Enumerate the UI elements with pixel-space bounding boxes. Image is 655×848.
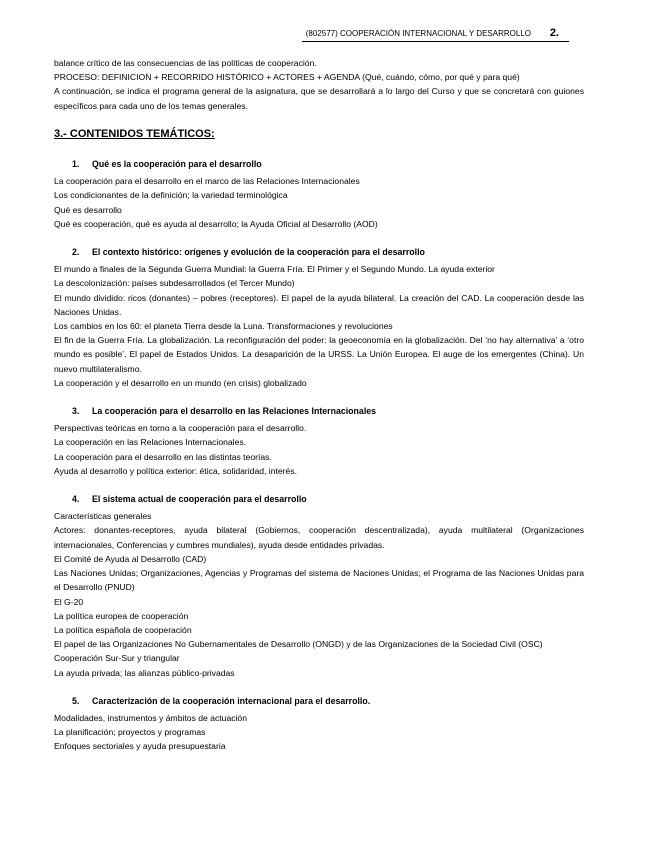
topic-line: El Comité de Ayuda al Desarrollo (CAD) <box>54 553 207 564</box>
topic-line: La política española de cooperación <box>54 624 192 635</box>
topic-line: El mundo dividido: ricos (donantes) – pobres (receptores). El papel de la ayuda bilateral. La creación del CAD. La cooperación desde las Naciones Unidas. <box>54 292 584 317</box>
topic-line: La cooperación y el desarrollo en un mundo (en crisis) globalizado <box>54 377 307 388</box>
topic-heading <box>72 492 584 506</box>
topic-title: Qué es la cooperación para el desarrollo <box>92 159 262 170</box>
topic-heading <box>72 157 584 171</box>
topic-number: 4. <box>72 494 80 505</box>
topic-line: La ayuda privada; las alianzas público-privadas <box>54 667 235 678</box>
topic-title: Caracterización de la cooperación internacional para el desarrollo. <box>92 695 371 706</box>
topic-line: La cooperación para el desarrollo en las distintas teorías. <box>54 451 272 462</box>
topic-line: El papel de las Organizaciones No Gubernamentales de Desarrollo (ONGD) y de las Organizaciones de la Sociedad Civil (OSC) <box>54 639 543 650</box>
topic-heading <box>72 245 584 259</box>
topic-heading <box>72 694 584 708</box>
topic-line: Qué es cooperación, qué es ayuda al desarrollo; la Ayuda Oficial al Desarrollo (AOD) <box>54 218 378 229</box>
topic-line: La planificación; proyectos y programas <box>54 727 206 738</box>
topic-line: Las Naciones Unidas; Organizaciones, Agencias y Programas del sistema de Naciones Unidas; el Programa de las Naciones Unidas para el Desarrollo (PNUD) <box>54 568 584 593</box>
topic-line: Características generales <box>54 511 152 522</box>
topic-number: 1. <box>72 159 80 170</box>
section-title: 3.- CONTENIDOS TEMÁTICOS: <box>54 127 215 140</box>
topic-line: Los cambios en los 60: el planeta Tierra desde la Luna. Transformaciones y revoluciones <box>54 321 393 332</box>
topic-line: La cooperación para el desarrollo en el marco de las Relaciones Internacionales <box>54 176 360 187</box>
document-body <box>54 56 584 754</box>
topic-line: Modalidades, instrumentos y ámbitos de actuación <box>54 712 247 723</box>
topic-line: Qué es desarrollo <box>54 204 122 215</box>
intro-line: PROCESO: DEFINICION + RECORRIDO HISTÓRICO + ACTORES + AGENDA (Qué, cuándo, cómo, por qué y para qué) <box>54 72 520 83</box>
intro-line: balance crítico de las consecuencias de las políticas de cooperación. <box>54 58 317 68</box>
topic-title: El contexto histórico: orígenes y evolución de la cooperación para el desarrollo <box>92 247 425 258</box>
topic-line: Cooperación Sur-Sur y triangular <box>54 653 180 664</box>
topic-line: El G-20 <box>54 596 84 607</box>
topic-line: Actores: donantes-receptores, ayuda bilateral (Gobiernos, cooperación descentralizada), ayuda multilateral (Organizaciones internacionales, Conferencias y cumbres mundiales), ayuda desde entidades privadas. <box>54 525 584 550</box>
topic-number: 5. <box>72 695 80 706</box>
topic-line: Perspectivas teóricas en torno a la cooperación para el desarrollo. <box>54 423 307 434</box>
topic-number: 3. <box>72 406 80 417</box>
topic-line: El fin de la Guerra Fría. La globalización. La reconfiguración del poder: la geoeconomía en la globalización. Del ‘no hay alternativa’ a ‘otro mundo es posible’. El papel de Estados Unidos. La desaparición de la URSS. La Unión Europea. El auge de los emergentes (China). Un nuevo multilateralismo. <box>54 335 584 374</box>
page-number: 2. <box>549 27 559 39</box>
topic-line: Los condicionantes de la definición; la variedad terminológica <box>54 190 288 201</box>
topic-line: La política europea de cooperación <box>54 610 189 621</box>
topic-line: Ayuda al desarrollo y política exterior: ética, solidaridad, interés. <box>54 465 297 476</box>
header-title: (802577) COOPERACIÓN INTERNACIONAL Y DESARROLLO <box>305 29 531 38</box>
topic-line: Enfoques sectoriales y ayuda presupuestaria <box>54 741 226 752</box>
intro-paragraph: A continuación, se indica el programa general de la asignatura, que se desarrollará a lo largo del Curso y que se concretará con guiones específicos para cada uno de los temas generales. <box>54 86 584 111</box>
topic-title: La cooperación para el desarrollo en las Relaciones Internacionales <box>92 406 377 417</box>
topic-heading <box>72 404 584 418</box>
topic-line: La cooperación en las Relaciones Internacionales. <box>54 437 247 448</box>
page-header <box>0 29 655 43</box>
topic-line: La descolonización: países subdesarrollados (el Tercer Mundo) <box>54 278 295 289</box>
topic-title: El sistema actual de cooperación para el desarrollo <box>92 494 307 505</box>
topic-line: El mundo a finales de la Segunda Guerra Mundial: la Guerra Fría. El Primer y el Segundo Mundo. La ayuda exterior <box>54 264 495 275</box>
topic-number: 2. <box>72 247 80 258</box>
header-rule <box>302 41 569 42</box>
